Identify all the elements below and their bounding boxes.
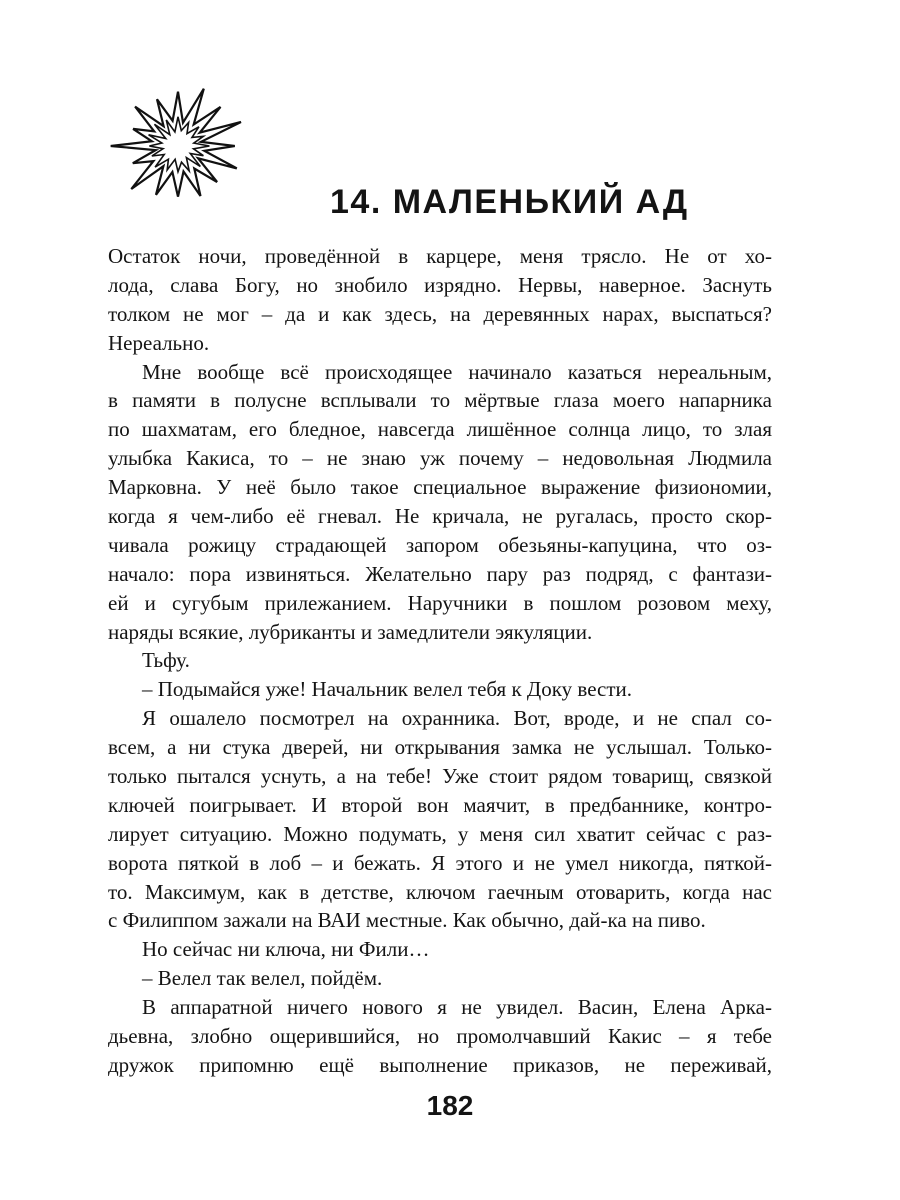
starburst-svg [104,78,256,218]
page-number: 182 [426,1090,474,1121]
chapter-body [108,242,772,1080]
chapter-title: 14. МАЛЕНЬКИЙ АД [330,183,689,221]
body-line: Нереально. [108,330,210,355]
body-line: по шахматам, его бледное, навсегда лишённое солнца лицо, то злая [108,417,772,442]
body-line: улыбка Какиса, то – не знаю уж почему – недовольная Людмила [108,446,772,471]
body-line: лода, слава Богу, но знобило изрядно. Нервы, наверное. Заснуть [108,272,772,297]
body-line: ключей поигрывает. И второй вон маячит, в предбаннике, контро- [108,792,772,817]
body-line: в памяти в полусне всплывали то мёртвые глаза моего напарника [108,388,772,413]
body-line: когда я чем-либо её гневал. Не кричала, не ругалась, просто скор- [108,504,772,529]
body-line: Но сейчас ни ключа, ни Фили… [142,937,430,962]
body-line: ей и сугубым прилежанием. Наручники в пошлом розовом меху, [108,590,772,615]
body-line: дьевна, злобно ощерившийся, но промолчавший Какис – я тебе [108,1024,772,1049]
body-line: чивала рожицу страдающей запором обезьяны-капуцина, что оз- [108,532,772,557]
body-line: Тьфу. [142,648,190,673]
body-line: всем, а ни стука дверей, ни открывания замка не услышал. Только- [108,735,772,760]
body-line: начало: пора извиняться. Желательно пару раз подряд, с фантази- [108,561,772,586]
body-line: дружок припомню ещё выполнение приказов, не переживай, [108,1052,772,1077]
body-line: В аппаратной ничего нового я не увидел. Васин, Елена Арка- [142,995,772,1020]
body-line: лирует ситуацию. Можно подумать, у меня сил хватит сейчас с раз- [108,821,772,846]
body-line: то. Максимум, как в детстве, ключом гаечным отоварить, когда нас [108,879,772,904]
body-line: Остаток ночи, проведённой в карцере, меня трясло. Не от хо- [108,244,772,268]
body-line: наряды всякие, лубриканты и замедлители эякуляции. [108,619,593,644]
body-line: Мне вообще всё происходящее начинало казаться нереальным, [142,359,772,384]
body-line: толком не мог – да и как здесь, на деревянных нарах, выспаться? [108,301,772,326]
starburst-icon [104,78,256,218]
body-line: Я ошалело посмотрел на охранника. Вот, вроде, и не спал со- [142,706,772,731]
body-line: с Филиппом зажали на ВАИ местные. Как обычно, дай-ка на пиво. [108,908,706,933]
starburst-inner [149,117,210,172]
body-line: – Велел так велел, пойдём. [142,966,383,991]
body-line: – Подымайся уже! Начальник велел тебя к Доку вести. [142,677,633,702]
body-line: Марковна. У неё было такое специальное выражение физиономии, [108,475,772,500]
starburst-outer [111,89,241,197]
body-line: ворота пяткой в лоб – и бежать. Я этого и не умел никогда, пяткой- [108,850,772,875]
body-line: только пытался уснуть, а на тебе! Уже стоит рядом товарищ, связкой [108,764,772,789]
